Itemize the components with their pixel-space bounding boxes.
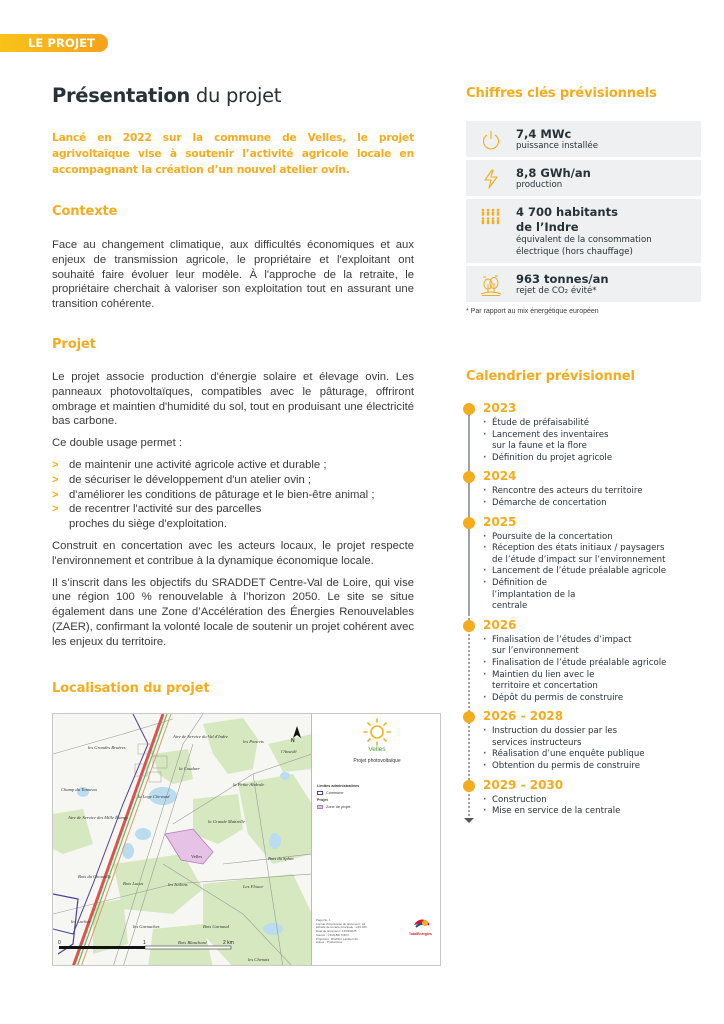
key-figure-card xyxy=(466,121,701,157)
timeline-year: 2029 - 2030 xyxy=(483,777,564,792)
chevron-right-icon: > xyxy=(52,488,59,501)
key-figure-value: 963 tonnes/an xyxy=(516,272,609,286)
key-figure-label: production xyxy=(516,180,563,190)
contexte-text xyxy=(52,238,414,319)
map-legend xyxy=(313,714,441,966)
map-place-label: la Coudure xyxy=(179,766,200,771)
timeline-event: · Construction xyxy=(482,795,712,807)
north-label: N xyxy=(291,738,295,744)
projet-text xyxy=(52,370,414,657)
projet-bullet: > d'améliorer les conditions de pâturage et le bien-être animal ; xyxy=(52,488,375,501)
section-badge: LE PROJET xyxy=(0,34,108,52)
timeline xyxy=(462,400,712,822)
timeline-events xyxy=(462,532,712,613)
timeline-event: · Finalisation de l’études d’impact sur l’environnement xyxy=(482,635,632,658)
timeline-phase xyxy=(462,400,712,464)
timeline-dot-icon xyxy=(463,780,475,792)
legend-group-projet: Projet xyxy=(317,798,328,802)
map-place-label: Bois Garnaud xyxy=(203,924,229,929)
legend-group-admin: Limites administratives xyxy=(317,784,360,788)
timeline-event: · Réception des états initiaux / paysagers de l’étude d’impact sur l’environnement xyxy=(482,543,672,566)
page-title-light: du projet xyxy=(195,84,282,107)
map-place-label: Champ du Tonneau xyxy=(61,787,97,792)
map-place-label: Les Flouor xyxy=(243,884,264,889)
timeline-dot-icon xyxy=(463,403,475,415)
map-place-label: la Petite Abdrale xyxy=(233,782,265,787)
key-figure-label: puissance installée xyxy=(516,141,598,151)
north-arrow-icon xyxy=(293,726,301,738)
projet-bullet: > de maintenir une activité agricole active et durable ; xyxy=(52,458,327,471)
timeline-event: · Définition du projet agricole xyxy=(482,453,712,465)
timeline-event: · Maintien du lien avec le territoire et concertation xyxy=(482,670,602,693)
projet-bullet: > de sécuriser le développement d'un atelier ovin ; xyxy=(52,473,312,486)
power-icon xyxy=(466,127,516,150)
map-metadata: Page No. 1 Format d'impression du document : A4 Echelle de la carte principale : 1/15 000 Date du document : 13/03/2025 Source : ©IGN-BD TOPO Projection : RGF93 / Lambert 93 Auteur : ProductLine xyxy=(316,918,367,945)
legend-item-commune: Commune xyxy=(326,791,344,795)
map-place-label: Aire de Service des Mille Étangs xyxy=(68,815,128,820)
chevron-right-icon: > xyxy=(52,503,59,516)
timeline-dot-icon xyxy=(463,517,475,529)
key-figure-card xyxy=(466,266,701,302)
timeline-events xyxy=(462,726,712,772)
key-figure-value: 7,4 MWc xyxy=(516,127,572,141)
scale-bar-white xyxy=(145,946,231,949)
key-figure-label: équivalent de la consommation électrique (hors chauffage) xyxy=(516,235,652,257)
key-figures-heading: Chiffres clés prévisionnels xyxy=(466,86,657,101)
location-map[interactable] xyxy=(52,713,441,966)
contexte-heading: Contexte xyxy=(52,204,118,219)
map-place-label-velles: Velles xyxy=(191,854,203,859)
timeline-event: · Instruction du dossier par les services instructeurs xyxy=(482,726,622,749)
trees-icon xyxy=(466,272,516,297)
map-place-label: les Garnachez xyxy=(133,924,160,929)
timeline-event: · Dépôt du permis de construire xyxy=(482,693,712,705)
timeline-event: · Définition de l’implantation de la centrale xyxy=(482,578,607,613)
timeline-event: · Obtention du permis de construire xyxy=(482,761,712,773)
map-place-label: la Loge Chevaud xyxy=(138,794,170,799)
lead-paragraph: Lancé en 2022 sur la commune de Velles, le projet agrivoltaïque vise à soutenir l’activité agricole locale en accompagnant la création d’un nouvel atelier ovin. xyxy=(52,132,414,176)
arrow-down-icon xyxy=(464,818,474,823)
key-figure-card xyxy=(466,160,701,196)
timeline-phase xyxy=(462,617,712,705)
projet-bullet: > de recentrer l'activité sur des parcelles proches du siège d'exploitation. xyxy=(52,503,262,531)
timeline-year: 2024 xyxy=(483,469,517,484)
projet-paragraph-3: Construit en concertation avec les acteurs locaux, le projet respecte l'environnement et contribue à la dynamique économique locale. xyxy=(52,539,414,567)
scale-label-0: 0 xyxy=(58,940,61,946)
lightning-icon xyxy=(466,166,516,189)
map-place-label: Bois du Chouvilly xyxy=(78,874,111,879)
timeline-event: · Lancement de l’étude préalable agricole xyxy=(482,566,712,578)
map-place-label: les Grandes Bruères xyxy=(88,745,126,750)
map-place-label: l'Ansedé xyxy=(281,749,297,754)
legend-swatch-commune xyxy=(317,791,323,795)
timeline-event: · Réalisation d’une enquête publique xyxy=(482,749,712,761)
timeline-event: · Finalisation de l’étude préalable agricole xyxy=(482,658,712,670)
legend-commune: Velles xyxy=(368,746,386,753)
map-place-label: les Poncets xyxy=(243,739,264,744)
timeline-phase xyxy=(462,468,712,509)
timeline-phase xyxy=(462,777,712,818)
timeline-phase xyxy=(462,514,712,613)
legend-subtitle: Projet photovoltaïque xyxy=(353,758,401,764)
timeline-events xyxy=(462,635,712,705)
sun-icon xyxy=(363,718,391,746)
map-place-label: Bois Lucas xyxy=(123,881,144,886)
timeline-events xyxy=(462,795,712,818)
scale-bar-black xyxy=(59,946,145,949)
chevron-right-icon: > xyxy=(52,458,59,471)
key-figures-list xyxy=(466,121,701,305)
map-canvas[interactable] xyxy=(53,714,312,966)
projet-bullet-list xyxy=(52,458,414,532)
key-figure-value: 8,8 GWh/an xyxy=(516,166,591,180)
contexte-paragraph: Face au changement climatique, aux difficultés économiques et aux enjeux de transmission agricole, le propriétaire et l'exploitant ont souhaité faire évoluer leur modèle. À l'approche de la retraite, le propriétaire cherchait à valoriser son exploitation tout en assurant une transition cohérente. xyxy=(52,239,414,311)
chevron-right-icon: > xyxy=(52,473,59,486)
scale-label-1: 1 xyxy=(143,940,146,946)
timeline-year: 2026 - 2028 xyxy=(483,709,564,724)
page-title-bold: Présentation xyxy=(52,84,191,107)
map-place-label: la Grande Mattrelle xyxy=(208,819,245,824)
topographic-map xyxy=(53,714,312,966)
timeline-events xyxy=(462,486,712,509)
map-place-label: Aire de Service du Val d'Indre xyxy=(173,734,228,739)
timeline-year: 2026 xyxy=(483,617,517,632)
projet-paragraph-4: Il s’inscrit dans les objectifs du SRADDET Centre-Val de Loire, qui vise une région 100 % renouvelable à l’horizon 2050. Le site se situe également dans une Zone d’Accélération des Énergies Renouvelables (ZAER), confirmant la volonté locale de soutenir un projet cohérent avec les enjeux du territoire. xyxy=(52,576,414,648)
scale-label-2: 2 km xyxy=(223,940,234,946)
timeline-events xyxy=(462,418,712,464)
projet-paragraph-2: Ce double usage permet : xyxy=(52,437,182,450)
projet-paragraph-1: Le projet associe production d'énergie solaire et élevage ovin. Les panneaux photovoltaïques, compatibles avec le pâturage, offriront ombrage et maintien d'humidité du sol, tout en produisant une électricité bas carbone. xyxy=(52,371,414,428)
map-place-label: les Isolons xyxy=(168,882,188,887)
map-place-label: Bois Blanchard xyxy=(178,940,207,945)
calendar-heading: Calendrier prévisionnel xyxy=(466,369,635,384)
key-figures-footnote: * Par rapport au mix énergétique européen xyxy=(466,308,599,315)
totalenergies-logo-icon xyxy=(413,917,431,931)
map-place-label: Bois du Sphin xyxy=(268,856,294,861)
timeline-event: · Mise en service de la centrale xyxy=(482,806,712,818)
timeline-event: · Poursuite de la concertation xyxy=(482,532,712,544)
timeline-dot-icon xyxy=(463,620,475,632)
localisation-heading: Localisation du projet xyxy=(52,681,210,696)
timeline-year: 2023 xyxy=(483,401,517,415)
key-figure-card xyxy=(466,199,701,263)
timeline-event: · Démarche de concertation xyxy=(482,498,712,510)
timeline-event: · Lancement des inventaires sur la faune et la flore xyxy=(482,430,617,453)
projet-heading: Projet xyxy=(52,337,96,352)
map-place-label: les Loches xyxy=(71,919,91,924)
timeline-event: · Étude de préfaisabilité xyxy=(482,418,712,430)
map-place-label: les Chenats xyxy=(248,957,270,962)
key-figure-value: 4 700 habitants de l’Indre xyxy=(516,205,618,234)
people-icon xyxy=(466,205,516,226)
legend-item-zone: Zone de projet xyxy=(326,805,351,809)
legend-swatch-zone xyxy=(317,805,323,809)
page-title xyxy=(52,84,281,107)
key-figure-label: rejet de CO₂ évité* xyxy=(516,286,597,296)
timeline-event: · Rencontre des acteurs du territoire xyxy=(482,486,712,498)
brand-label: TotalEnergies xyxy=(409,932,432,936)
timeline-year: 2025 xyxy=(483,514,517,529)
timeline-phase xyxy=(462,708,712,772)
